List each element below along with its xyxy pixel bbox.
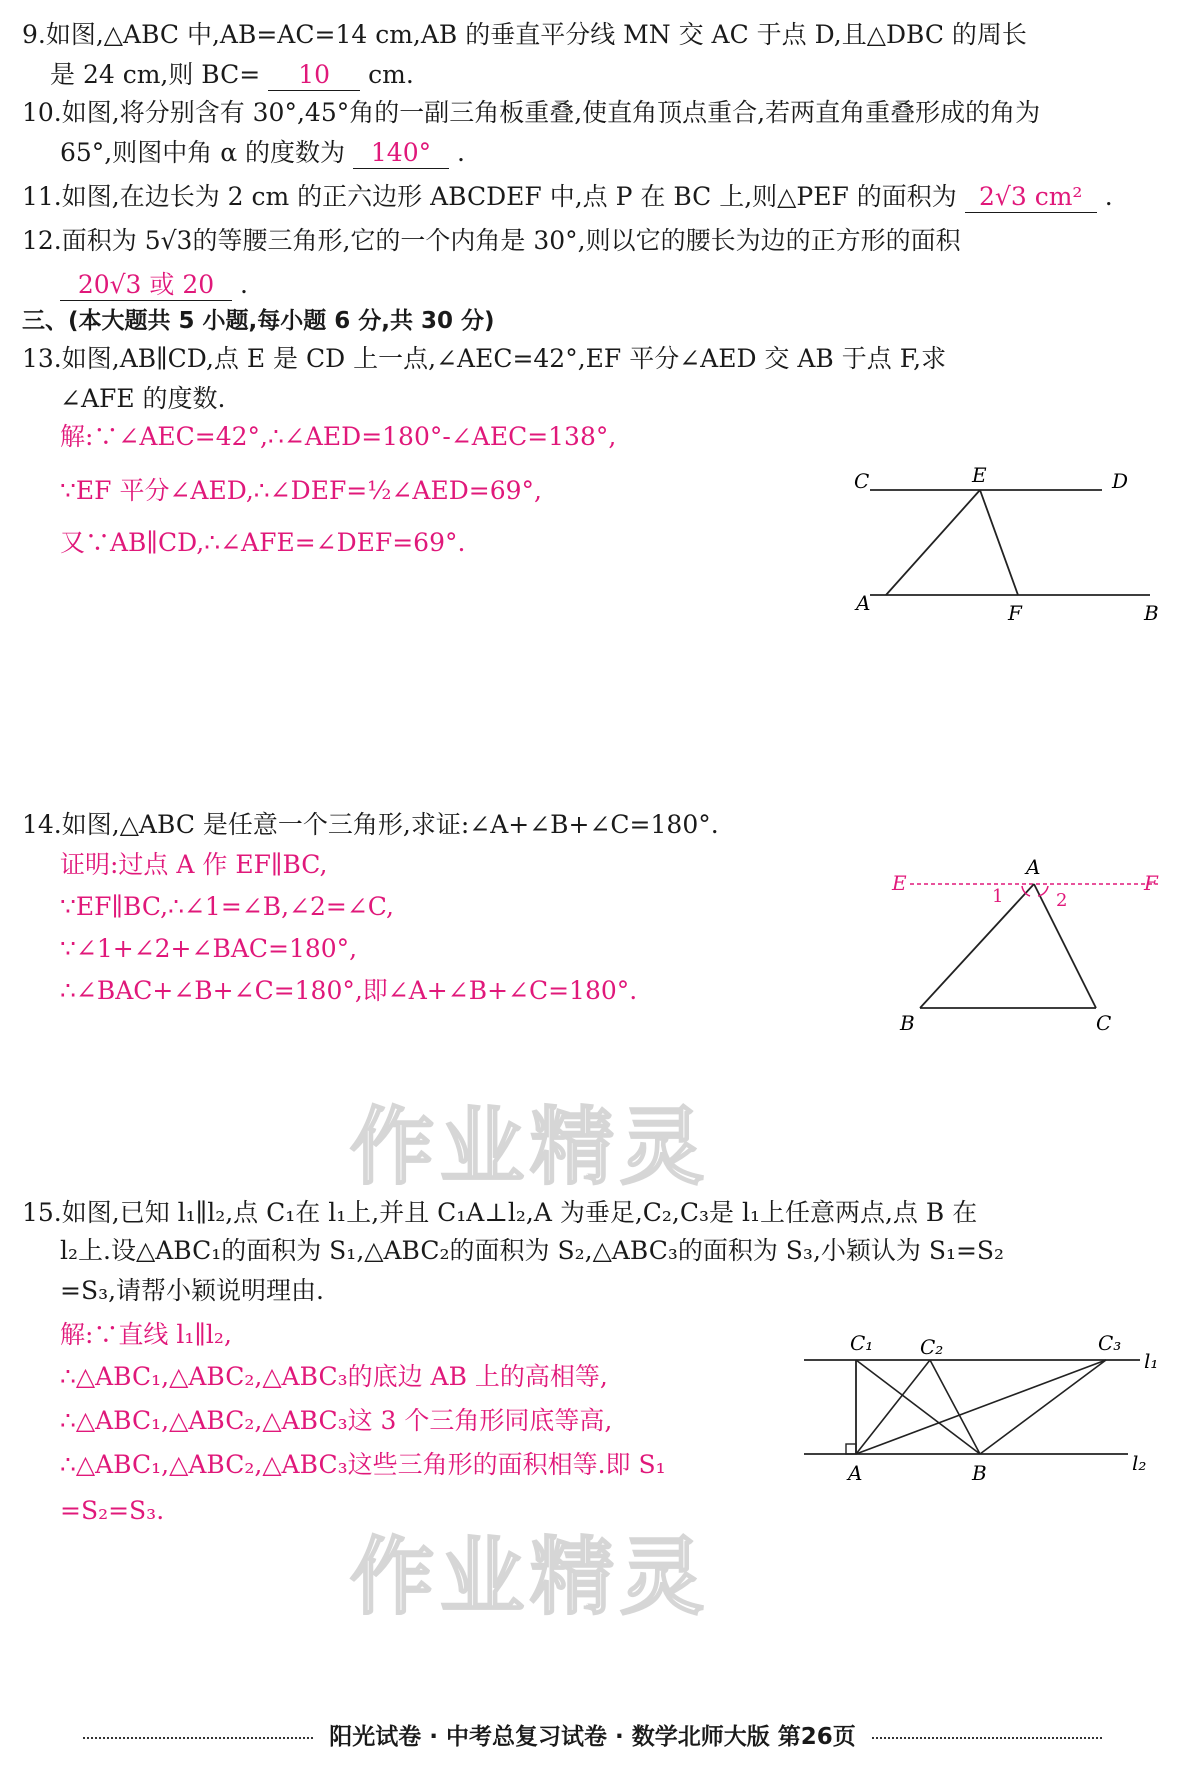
- q14-solution-1: 证明:过点 A 作 EF∥BC,: [60, 850, 328, 879]
- page-footer: [0, 1718, 1185, 1751]
- q9-answer: 10: [268, 60, 360, 91]
- q15-label-l2: l₂: [1132, 1451, 1147, 1475]
- q11-answer: 2√3 cm²: [965, 182, 1097, 213]
- q13-line1: 13.如图,AB∥CD,点 E 是 CD 上一点,∠AEC=42°,EF 平分∠AED 交 AB 于点 F,求: [22, 344, 947, 373]
- q13-solution-1: 解:∵∠AEC=42°,∴∠AED=180°-∠AEC=138°,: [60, 422, 617, 451]
- q14-figure: [880, 850, 1180, 1035]
- q10-line2: [60, 138, 465, 169]
- q14-label-e: E: [892, 871, 907, 895]
- q15-line1: 15.如图,已知 l₁∥l₂,点 C₁在 l₁上,并且 C₁A⊥l₂,A 为垂足,C₂,C₃是 l₁上任意两点,点 B 在: [22, 1198, 978, 1227]
- watermark-2: 作业精灵: [350, 1528, 711, 1626]
- q9-line2: [50, 60, 414, 91]
- q14-angle-2: 2: [1056, 890, 1068, 911]
- footer-text: 阳光试卷 · 中考总复习试卷 · 数学北师大版 第26页: [329, 1724, 856, 1750]
- q15-figure: [800, 1320, 1180, 1490]
- footer-rule-left: [83, 1737, 313, 1739]
- q10-end: .: [456, 138, 465, 167]
- q13-label-b: B: [1144, 601, 1159, 625]
- q15-solution-3: ∴△ABC₁,△ABC₂,△ABC₃这 3 个三角形同底等高,: [60, 1406, 613, 1435]
- q10-text: 65°,则图中角 α 的度数为: [60, 138, 346, 167]
- q12-end: .: [239, 270, 248, 299]
- q11-end: .: [1104, 182, 1113, 211]
- q15-solution-4: ∴△ABC₁,△ABC₂,△ABC₃这些三角形的面积相等.即 S₁: [60, 1450, 666, 1479]
- q13-figure: [840, 460, 1170, 625]
- q13-label-a: A: [856, 591, 871, 615]
- q15-label-c1: C₁: [850, 1331, 874, 1355]
- q10-answer: 140°: [353, 138, 449, 169]
- q13-solution-2: ∵EF 平分∠AED,∴∠DEF=½∠AED=69°,: [60, 476, 542, 505]
- q15-solution-5: =S₂=S₃.: [60, 1496, 165, 1525]
- footer-rule-right: [872, 1737, 1102, 1739]
- section-heading: 三、(本大题共 5 小题,每小题 6 分,共 30 分): [22, 308, 495, 334]
- q15-label-a: A: [848, 1461, 863, 1485]
- q10-line1: 10.如图,将分别含有 30°,45°角的一副三角板重叠,使直角顶点重合,若两直角重叠形成的角为: [22, 98, 1041, 127]
- q11-line: [22, 182, 1113, 213]
- q14-label-c: C: [1096, 1011, 1112, 1035]
- q14-solution-3: ∵∠1+∠2+∠BAC=180°,: [60, 934, 358, 963]
- q12-answer: 20√3 或 20: [60, 270, 232, 301]
- q15-solution-1: 解:∵直线 l₁∥l₂,: [60, 1320, 232, 1349]
- q13-label-e: E: [972, 463, 987, 487]
- q9-text: 是 24 cm,则 BC=: [50, 60, 261, 89]
- q13-label-d: D: [1112, 469, 1129, 493]
- q15-label-l1: l₁: [1144, 1349, 1159, 1373]
- q15-line2: l₂上.设△ABC₁的面积为 S₁,△ABC₂的面积为 S₂,△ABC₃的面积为 S₃,小颖认为 S₁=S₂: [60, 1236, 1005, 1265]
- q15-label-c3: C₃: [1098, 1331, 1122, 1355]
- q15-line3: =S₃,请帮小颖说明理由.: [60, 1276, 324, 1305]
- q9-line1: 9.如图,△ABC 中,AB=AC=14 cm,AB 的垂直平分线 MN 交 AC 于点 D,且△DBC 的周长: [22, 20, 1027, 49]
- q13-label-c: C: [854, 469, 870, 493]
- q14-label-f: F: [1144, 871, 1158, 895]
- q13-label-f: F: [1008, 601, 1022, 625]
- q14-angle-1: 1: [992, 886, 1004, 907]
- q11-text: 11.如图,在边长为 2 cm 的正六边形 ABCDEF 中,点 P 在 BC 上,则△PEF 的面积为: [22, 182, 957, 211]
- q15-solution-2: ∴△ABC₁,△ABC₂,△ABC₃的底边 AB 上的高相等,: [60, 1362, 608, 1391]
- q14-label-b: B: [900, 1011, 915, 1035]
- q14-label-a: A: [1026, 855, 1041, 879]
- q13-solution-3: 又∵AB∥CD,∴∠AFE=∠DEF=69°.: [60, 528, 466, 557]
- q14-solution-2: ∵EF∥BC,∴∠1=∠B,∠2=∠C,: [60, 892, 394, 921]
- q9-unit: cm.: [368, 60, 414, 89]
- q14-line1: 14.如图,△ABC 是任意一个三角形,求证:∠A+∠B+∠C=180°.: [22, 810, 719, 839]
- q14-solution-4: ∴∠BAC+∠B+∠C=180°,即∠A+∠B+∠C=180°.: [60, 976, 638, 1005]
- q12-line2: [60, 270, 248, 301]
- q12-line1: 12.面积为 5√3的等腰三角形,它的一个内角是 30°,则以它的腰长为边的正方形的面积: [22, 226, 961, 255]
- q15-label-b: B: [972, 1461, 987, 1485]
- watermark-1: 作业精灵: [350, 1098, 711, 1196]
- q15-label-c2: C₂: [920, 1335, 944, 1359]
- q13-line2: ∠AFE 的度数.: [60, 384, 226, 413]
